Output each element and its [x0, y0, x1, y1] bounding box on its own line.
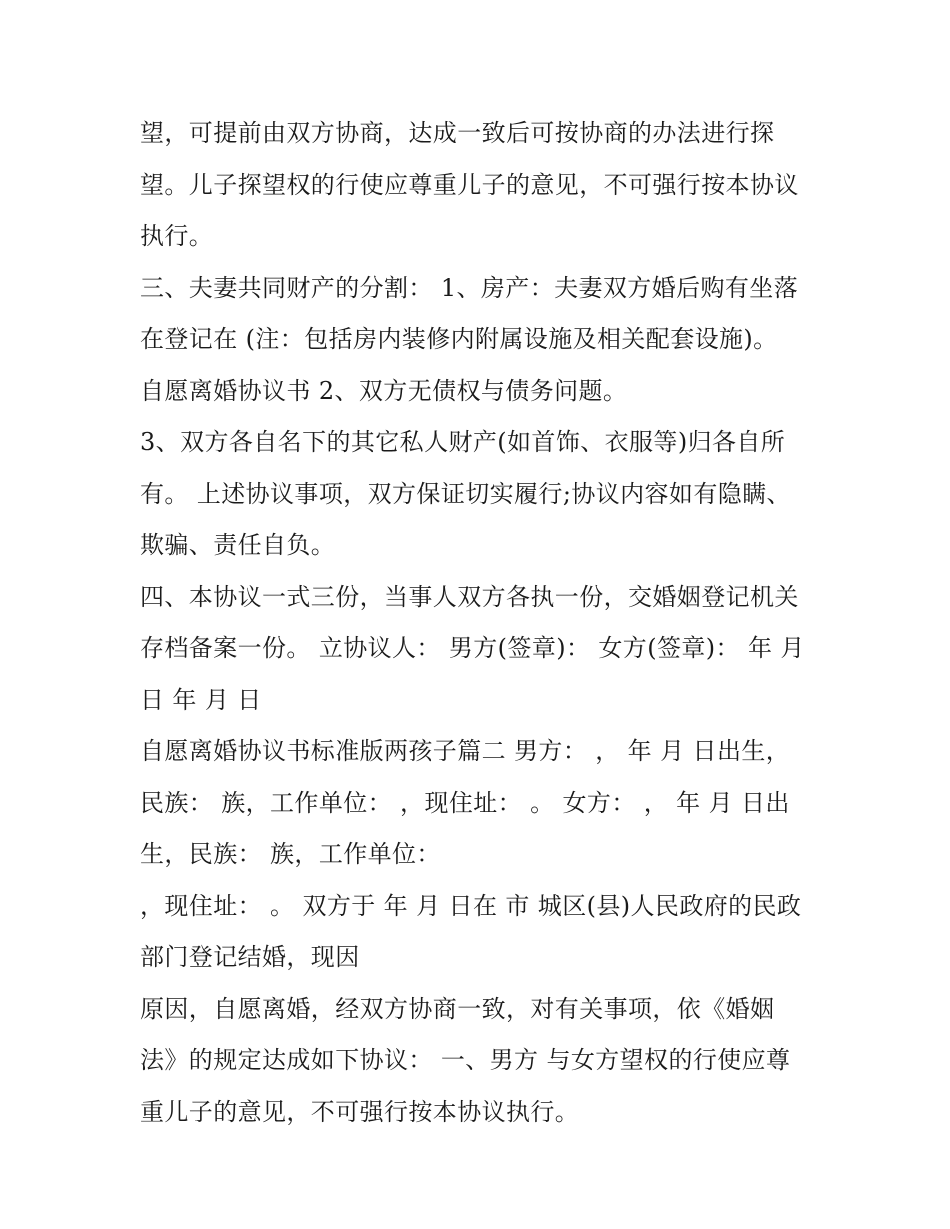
- text-line-13: 自愿离婚协议书标准版两孩子篇二 男方： ， 年 月 日出生，: [140, 737, 791, 765]
- text-line-16: ，现住址： 。 双方于 年 月 日在 市 城区(县)人民政府的民政: [140, 891, 802, 920]
- text-line-7: 3、双方各自名下的其它私人财产(如首饰、衣服等)归各自所: [140, 428, 786, 456]
- text-line-8: 有。 上述协议事项，双方保证切实履行;协议内容如有隐瞒、: [140, 479, 791, 508]
- text-line-1: 望，可提前由双方协商，达成一致后可按协商的办法进行探: [140, 119, 775, 147]
- text-line-20: 重儿子的意见，不可强行按本协议执行。: [140, 1097, 580, 1126]
- document-body: [140, 108, 820, 1138]
- text-line-2: 望。儿子探望权的行使应尊重儿子的意见，不可强行按本协议: [140, 170, 799, 199]
- text-line-6: 自愿离婚协议书 2、双方无债权与债务问题。: [140, 376, 628, 405]
- text-line-9: 欺骗、责任自负。: [140, 531, 336, 559]
- text-line-3: 执行。: [140, 222, 214, 250]
- text-line-12: 日 年 月 日: [140, 685, 262, 714]
- text-line-17: 部门登记结婚，现因: [140, 943, 360, 971]
- text-line-18: 原因，自愿离婚，经双方协商一致，对有关事项，依《婚姻: [140, 994, 775, 1023]
- text-line-10: 四、本协议一式三份，当事人双方各执一份，交婚姻登记机关: [140, 582, 799, 611]
- text-line-15: 生，民族： 族，工作单位：: [140, 840, 441, 868]
- text-line-14: 民族： 族，工作单位： ，现住址： 。 女方： ， 年 月 日出: [140, 788, 790, 817]
- text-line-4: 三、夫妻共同财产的分割： 1、房产：夫妻双方婚后购有坐落: [140, 273, 799, 302]
- text-line-19: 法》的规定达成如下协议： 一、男方 与女方望权的行使应尊: [140, 1046, 791, 1074]
- text-line-5: 在登记在 (注：包括房内装修内附属设施及相关配套设施)。: [140, 325, 778, 353]
- text-line-11: 存档备案一份。 立协议人： 男方(签章)： 女方(签章)： 年 月: [140, 634, 805, 662]
